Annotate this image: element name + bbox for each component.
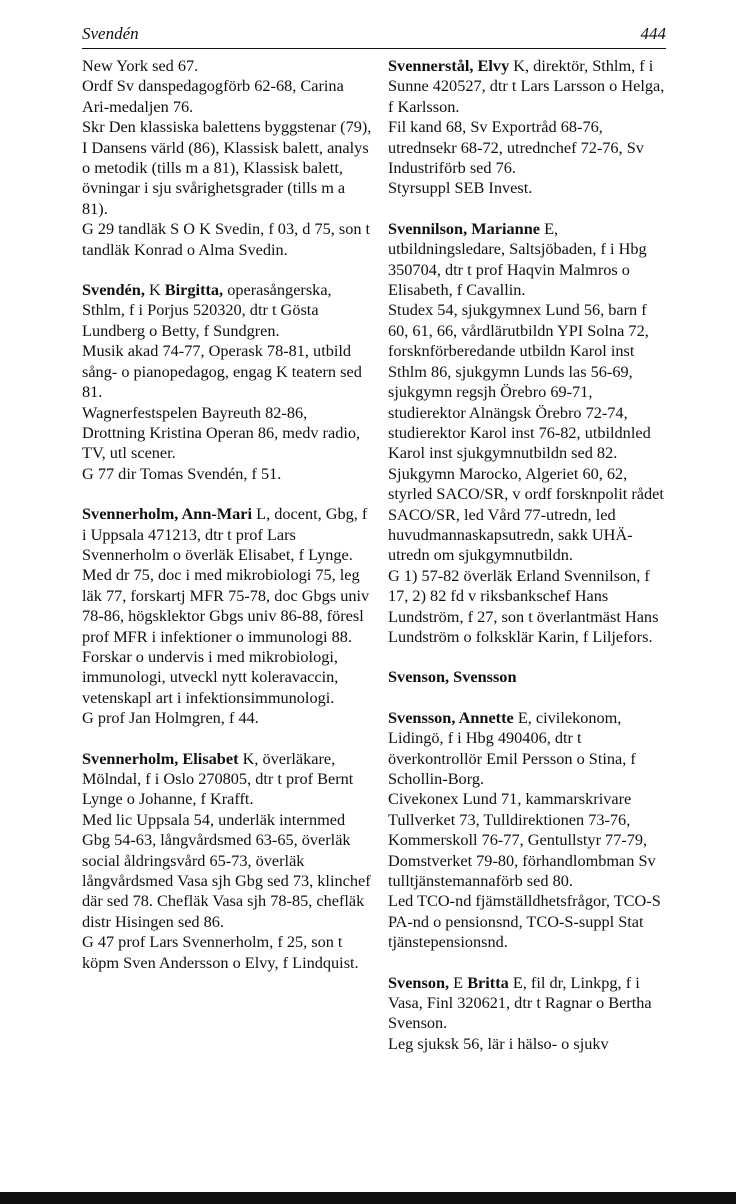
entry-text: Med lic Uppsala 54, underläk internmed Gbg 54-63, långvårdsmed 63-65, överläk social åldringsvård 65-73, överläk långvårdsmed Vasa sjh Gbg sed 73, klinchef där sed 78. Chefläk Vasa sjh 78-85, chefläk distr Hisingen sed 86. xyxy=(82,809,371,931)
entry-headword: Svennilson, Marianne xyxy=(388,218,540,238)
running-head-name: Svendén xyxy=(82,24,139,43)
entry-lead xyxy=(388,219,670,301)
left-column xyxy=(82,56,372,993)
entry-headword: Svensson, Annette xyxy=(388,707,514,727)
entry-text: G 1) 57-82 överläk Erland Svennilson, f 17, 2) 82 fd v riksbankschef Hans Lundström, f 27, son t överlantmäst Hans Lundström o folksklär Karin, f Liljefors. xyxy=(388,565,659,646)
entry-text: Musik akad 74-77, Operask 78-81, utbild sång- o pianopedagog, engag K teatern sed 81. xyxy=(82,341,362,402)
scan-bottom-edge xyxy=(0,1192,736,1204)
entry-text: Styrsuppl SEB Invest. xyxy=(388,178,533,198)
entry-headword: Svennerstål, Elvy xyxy=(388,56,510,75)
entry-text: Wagnerfestspelen Bayreuth 82-86, Drottning Kristina Operan 86, medv radio, TV, utl scener. xyxy=(82,402,361,463)
entry-svennerholm-elisabet xyxy=(82,749,372,973)
entry-lead xyxy=(388,56,670,117)
entry-text: New York sed 67. xyxy=(82,56,199,75)
entry-text: Med dr 75, doc i med mikrobiologi 75, leg läk 77, forskartj MFR 75-78, doc Gbgs univ 78-86, högsklektor Gbgs univ 86-88, föresl prof MFR i infektioner o immunologi 88. xyxy=(82,565,370,646)
entry-lead xyxy=(388,973,670,1034)
entry-text: Leg sjuksk 56, lär i hälso- o sjukv xyxy=(388,1033,609,1053)
entry-headword-given: Britta xyxy=(467,972,509,992)
entry-initial: E xyxy=(449,972,468,992)
entry-headword: Svendén, xyxy=(82,280,145,300)
entry-svennilson-marianne xyxy=(388,219,670,648)
entry-svensson-annette xyxy=(388,708,670,953)
entry-headword: Svenson, xyxy=(388,972,450,992)
entry-svennerholm-ann-mari xyxy=(82,504,372,728)
entry-lead xyxy=(82,749,372,810)
entry-lead xyxy=(388,708,670,790)
entry-lead xyxy=(82,280,372,341)
entry-lead-text: E, fil dr, Linkpg, f i Vasa, Finl 320621, dtr t Ragnar o Bertha Svenson. xyxy=(388,972,652,1033)
right-column xyxy=(388,56,670,1074)
entry-text: Ordf Sv danspedagogförb 62-68, Carina Ari-medaljen 76. xyxy=(82,76,344,116)
entry-text: G prof Jan Holmgren, f 44. xyxy=(82,708,259,728)
entry-lead-text: E, utbildningsledare, Saltsjöbaden, f i Hbg 350704, dtr t prof Haqvin Malmros o Elisabeth, f Cavallin. xyxy=(388,218,647,300)
entry-headword: Svennerholm, Elisabet xyxy=(82,748,239,768)
entry-lead-text: K, överläkare, Mölndal, f i Oslo 270805, dtr t prof Bernt Lynge o Johanne, f Krafft. xyxy=(82,748,354,809)
page-number: 444 xyxy=(640,24,666,43)
entry-text: Forskar o undervis i med mikrobiologi, immunologi, utveckl nytt koleravaccin, vetenskapl art i infektionsimmunologi. xyxy=(82,646,339,707)
entry-text: G 47 prof Lars Svennerholm, f 25, son t köpm Sven Andersson o Elvy, f Lindquist. xyxy=(82,932,359,972)
entry-lead-text: E, civilekonom, Lidingö, f i Hbg 490406, dtr t överkontrollör Emil Persson o Stina, f Schollin-Borg. xyxy=(388,707,636,788)
running-head xyxy=(82,22,666,49)
entry-text: Fil kand 68, Sv Exportråd 68-76, utrednsekr 68-72, utrednchef 72-76, Sv Industriförb sed 76. xyxy=(388,117,644,178)
entry-initial: K xyxy=(144,280,165,300)
section-heading: Svenson, Svensson xyxy=(388,667,517,687)
entry-text: Studex 54, sjukgymnex Lund 56, barn f 60, 61, 66, vårdlärutbildn YPI Solna 72, forsknförberedande utbildn Karol inst Sthlm 86, sjukgymn Lunds las 56-69, sjukgymn regsjh Örebro 69-71, studierektor Alnängsk Örebro 72-74, studierektor Karol inst 76-82, utbildnled Karol inst sjukgymnutbildn sed 82. xyxy=(388,300,651,463)
entry-headword-given: Birgitta, xyxy=(164,280,224,300)
entry-continuation xyxy=(82,56,372,260)
entry-lead xyxy=(82,504,372,565)
entry-text: G 29 tandläk S O K Svedin, f 03, d 75, son t tandläk Konrad o Alma Svedin. xyxy=(82,219,371,259)
entry-lead-text: L, docent, Gbg, f i Uppsala 471213, dtr t prof Lars Svennerholm o överläk Elisabet, f Lynge. xyxy=(82,504,368,564)
entry-lead-text: operasångerska, Sthlm, f i Porjus 520320, dtr t Gösta Lundberg o Betty, f Sundgren. xyxy=(82,280,332,340)
entry-svenden-birgitta xyxy=(82,280,372,484)
entry-lead-text: K, direktör, Sthlm, f i Sunne 420527, dtr t Lars Larsson o Helga, f Karlsson. xyxy=(388,56,665,116)
entry-text: G 77 dir Tomas Svendén, f 51. xyxy=(82,463,282,483)
entry-headword: Svennerholm, Ann-Mari xyxy=(82,504,253,524)
entry-text: Civekonex Lund 71, kammarskrivare Tullverket 73, Tulldirektionen 73-76, Kommerskoll 76-77, Gentullstyr 77-79, Domstverket 79-80, förhandlombman Sv tulltjänstemannaförb sed 80. xyxy=(388,789,656,891)
entry-svennerstal-elvy xyxy=(388,56,670,199)
entry-svenson-britta xyxy=(388,973,670,1055)
entry-text: Led TCO-nd fjämställdhetsfrågor, TCO-S PA-nd o pensionsnd, TCO-S-suppl Stat tjänstepensionsnd. xyxy=(388,891,661,952)
entry-text: Skr Den klassiska balettens byggstenar (79), I Dansens värld (86), Klassisk balett, analys o metodik (tills m a 81), Klassisk balett, övningar i sju svårighetsgrader (tills m a 81). xyxy=(82,117,372,218)
entry-text: Sjukgymn Marocko, Algeriet 60, 62, styrled SACO/SR, v ordf forsknpolit rådet SACO/SR, led Vård 77-utredn, led huvudmannaskapsutredn, sakk UHÄ-utredn om sjukgymnutbildn. xyxy=(388,463,664,565)
